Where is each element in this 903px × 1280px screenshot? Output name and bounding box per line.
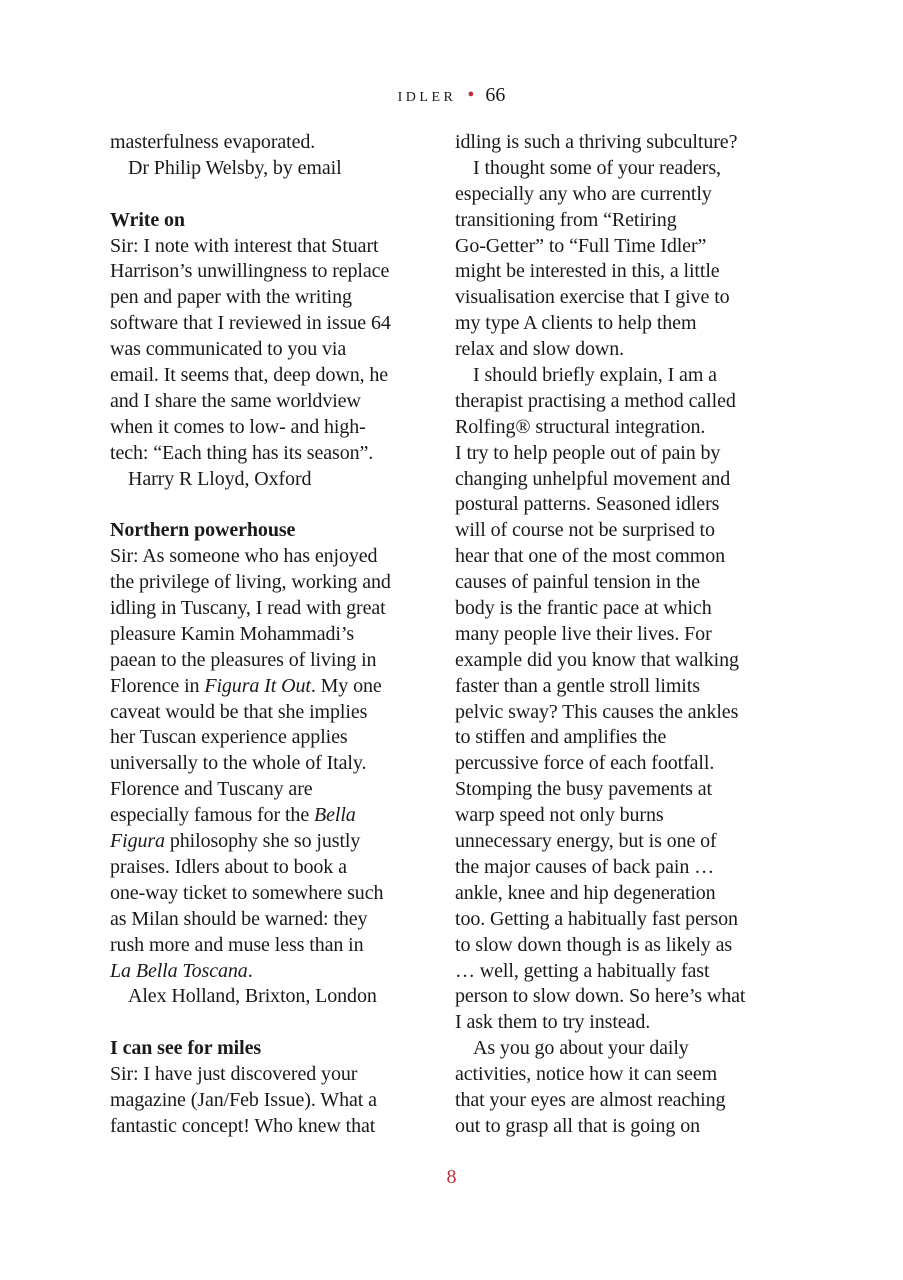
text-line: and I share the same worldview [110,389,361,412]
text-line: might be interested in this, a little [455,260,720,283]
text-line: Florence and Tuscany are [110,778,313,801]
text-line: postural patterns. Seasoned idlers [455,493,720,516]
text-line: the major causes of back pain … [455,855,715,878]
text-line: I try to help people out of pain by [455,441,721,464]
text-line: Dr Philip Welsby, by email [128,156,342,179]
text-line: when it comes to low- and high- [110,415,366,438]
right-column [455,130,780,1140]
text-line: Harry R Lloyd, Oxford [128,467,312,490]
text-segment: Florence in [110,674,205,697]
text-line: relax and slow down. [455,338,625,361]
left-column [110,130,440,1140]
letter-heading: I can see for miles [110,1037,262,1060]
text-line: unnecessary energy, but is one of [455,830,717,853]
text-line: visualisation exercise that I give to [455,286,730,309]
text-line: body is the frantic pace at which [455,597,712,620]
text-line: pleasure Kamin Mohammadi’s [110,622,355,645]
text-line: out to grasp all that is going on [455,1114,701,1137]
text-line: fantastic concept! Who knew that [110,1114,376,1137]
text-line: one-way ticket to somewhere such [110,881,384,904]
text-segment: philosophy she so justly [164,830,361,853]
text-line: idling is such a thriving subculture? [455,131,738,153]
text-line: universally to the whole of Italy. [110,752,367,775]
paragraph-gap [110,492,440,518]
text-line: masterfulness evaporated. [110,131,316,153]
text-line: Stomping the busy pavements at [455,778,712,801]
text-line: praises. Idlers about to book a [110,855,347,878]
text-line: therapist practising a method called [455,389,736,412]
text-line: I thought some of your readers, [473,156,721,179]
italic-title: Bella [314,804,356,827]
text-line: Go-Getter” to “Full Time Idler” [455,234,707,257]
text-line: my type A clients to help them [455,312,697,335]
italic-title: Figura [110,830,165,853]
text-line: idling in Tuscany, I read with great [110,597,386,620]
text-line: tech: “Each thing has its season”. [110,441,374,464]
text-line: magazine (Jan/Feb Issue). What a [110,1088,377,1111]
text-line: warp speed not only burns [455,804,664,827]
text-line: hear that one of the most common [455,545,726,568]
text-line: rush more and muse less than in [110,933,364,956]
letter-heading: Northern powerhouse [110,519,296,542]
text-line: Harrison’s unwillingness to replace [110,260,390,283]
text-line: to stiffen and amplifies the [455,726,667,749]
magazine-name: IDLER [397,90,457,105]
text-line: as Milan should be warned: they [110,907,368,930]
text-line [110,959,440,985]
text-line: Sir: I have just discovered your [110,1063,358,1086]
letter-heading: Write on [110,208,185,231]
text-line [110,803,440,829]
text-line: example did you know that walking [455,648,739,671]
page-number: 8 [446,1166,457,1188]
text-segment: . [247,959,253,982]
text-line: that your eyes are almost reaching [455,1088,726,1111]
text-line: activities, notice how it can seem [455,1063,718,1086]
text-line: especially any who are currently [455,182,712,205]
paragraph-gap [110,182,440,208]
text-line: Alex Holland, Brixton, London [128,985,377,1008]
text-segment: especially famous for the [110,804,314,827]
issue-number: 66 [485,84,506,106]
text-line: paean to the pleasures of living in [110,648,377,671]
text-line: many people live their lives. For [455,622,712,645]
text-line: I ask them to try instead. [455,1011,651,1034]
text-line: her Tuscan experience applies [110,726,348,749]
text-line: transitioning from “Retiring [455,208,677,231]
italic-title: La Bella Toscana [110,959,248,982]
text-line: Sir: As someone who has enjoyed [110,545,378,568]
text-line [110,829,440,855]
text-line: person to slow down. So here’s what [455,985,746,1008]
text-line: causes of painful tension in the [455,571,701,594]
running-header [0,82,903,111]
text-line: was communicated to you via [110,338,347,361]
text-line: … well, getting a habitually fast [455,959,710,982]
text-line: to slow down though is as likely as [455,933,733,956]
text-line: As you go about your daily [473,1037,689,1060]
text-line: changing unhelpful movement and [455,467,731,490]
header-separator-dot: • [467,84,475,106]
italic-title: Figura It Out [204,674,311,697]
text-segment: . My one [310,674,382,697]
text-line: software that I reviewed in issue 64 [110,312,391,335]
text-line: percussive force of each footfall. [455,752,715,775]
text-line: pelvic sway? This causes the ankles [455,700,739,723]
text-line: email. It seems that, deep down, he [110,364,389,387]
text-line [110,674,440,700]
text-line: faster than a gentle stroll limits [455,674,700,697]
text-line: ankle, knee and hip degeneration [455,881,716,904]
text-line: caveat would be that she implies [110,700,368,723]
text-line: the privilege of living, working and [110,571,391,594]
paragraph-gap [110,1010,440,1036]
text-line: Sir: I note with interest that Stuart [110,234,379,257]
text-line: Rolfing® structural integration. [455,415,706,438]
text-line: pen and paper with the writing [110,286,352,309]
text-line: I should briefly explain, I am a [473,364,717,387]
text-line: too. Getting a habitually fast person [455,907,738,930]
text-line: will of course not be surprised to [455,519,715,542]
